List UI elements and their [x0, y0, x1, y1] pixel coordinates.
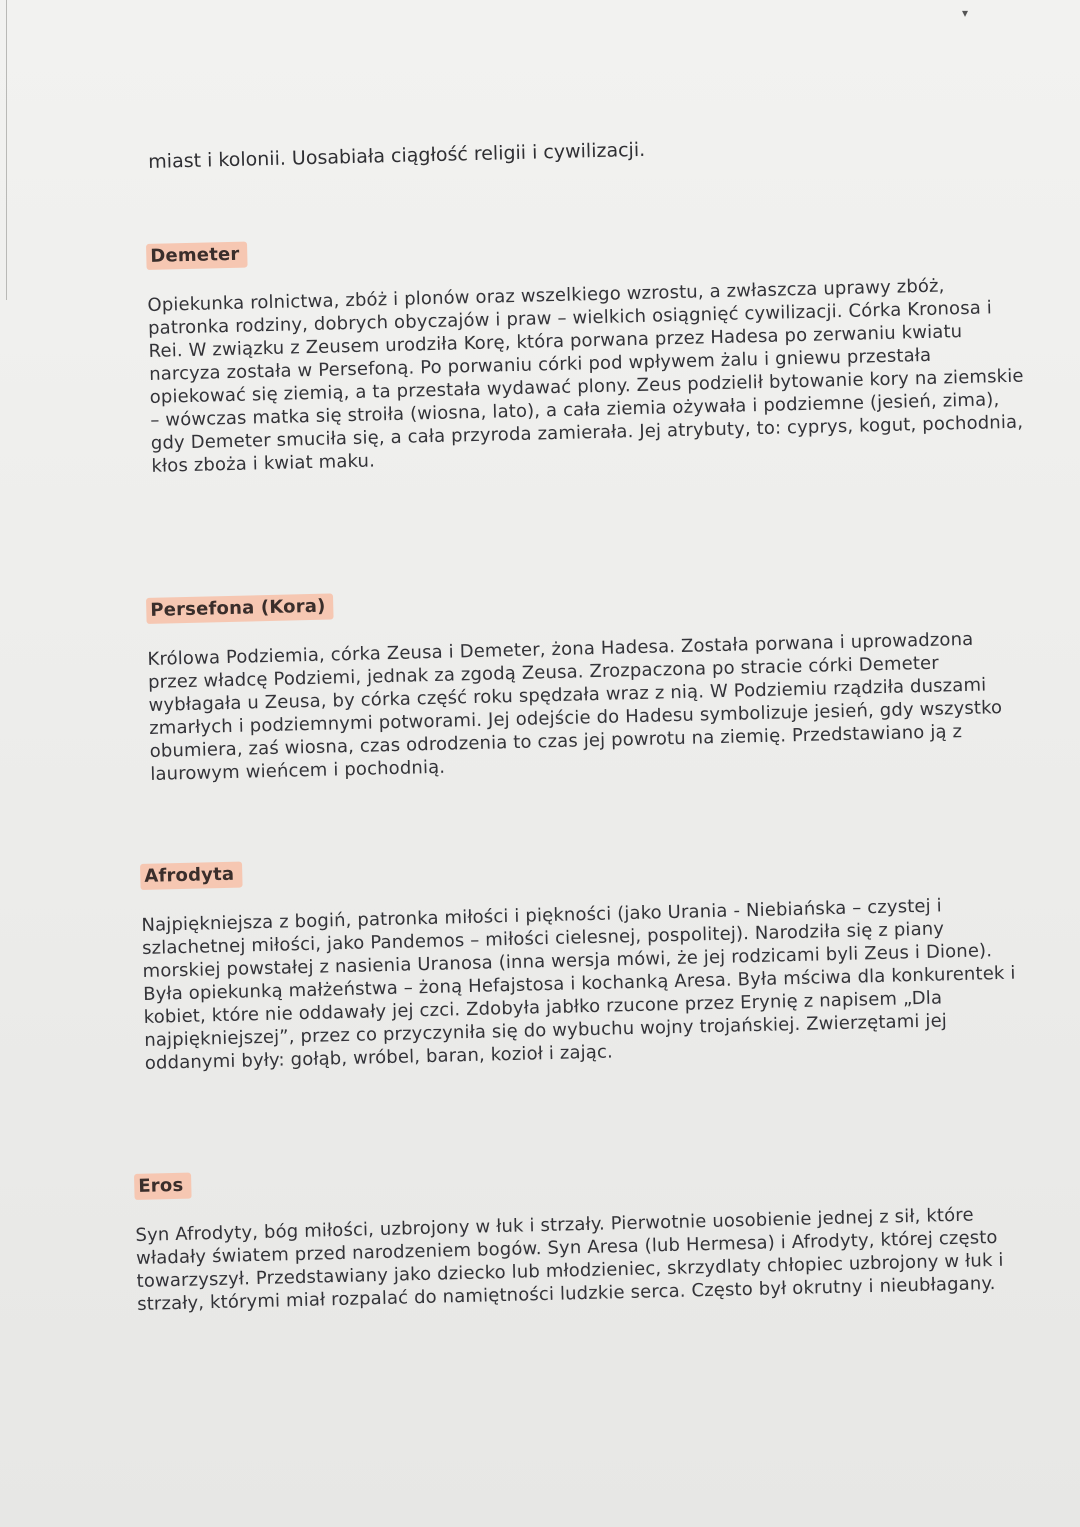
corner-mark-icon: ▾ — [962, 6, 969, 20]
intro-text: miast i kolonii. Uosabiała ciągłość religii i cywilizacji. — [148, 138, 646, 173]
section-text-persefona: Królowa Podziemia, córka Zeusa i Demeter, żona Hadesa. Została porwana i uprowadzona przez władcę Podziemi, jednak za zgodą Zeusa. Zrozpaczona po stracie córki Demeter wybłagała u Zeusa, by córka część roku spędzała wraz z nią. W Podziemiu rządziła duszami zmarłych i podziemnymi potworami. Jej odejście do Hadesu symbolizuje jesień, gdy wszystko obumiera, zaś wiosna, czas odrodzenia to czas jej powrotu na ziemię. Przedstawiano ją z laurowym wieńcem i pochodnią. — [147, 628, 1003, 785]
section-text-afrodyta: Najpiękniejsza z bogiń, patronka miłości i piękności (jako Urania - Niebiańska – czystej i szlachetnej miłości, jako Pandemos – miłości cielesnej, pospolitej). Narodziła się z piany morskiej powstałej z nasienia Uranosa (inna wersja mówi, że jej rodzicami byli Zeus i Dione). Była opiekunką małżeństwa – żoną Hefajstosa i kochanką Aresa. Była mściwa dla konkurentek i kobiet, które nie oddawały jej czci. Zdobyła jabłko rzucone przez Erynię z napisem „Dla najpiękniejszej”, przez co przyczyniła się do wybuchu wojny trojańskiej. Zwierzętami jej oddanymi były: gołąb, wróbel, baran, kozioł i zając. — [141, 895, 1016, 1074]
section-text-eros: Syn Afrodyty, bóg miłości, uzbrojony w łuk i strzały. Pierwotnie uosobienie jednej z sił, które władały światem przed narodzeniem bogów. Syn Aresa (lub Hermesa) i Afrodyty, której często towarzyszył. Przedstawiany jako dziecko lub młodzieniec, skrzydlaty chłopiec uzbrojony w łuk i strzały, którymi miał rozpalać do namiętności ludzkie serca. Często był okrutny i nieubłagany. — [135, 1204, 1004, 1315]
section-afrodyta — [140, 842, 1025, 1074]
section-persefona — [146, 576, 1030, 785]
page-edge-line — [6, 0, 7, 300]
section-heading-demeter: Demeter — [146, 242, 248, 270]
section-heading-persefona: Persefona (Kora) — [146, 593, 334, 624]
section-eros — [134, 1152, 1017, 1315]
section-text-demeter: Opiekunka rolnictwa, zbóż i plonów oraz wszelkiego wzrostu, a zwłaszcza uprawy zbóż, patronka rodziny, dobrych obyczajów i praw – wielkich osiągnięć cywilizacji. Córka Kronosa i Rei. W związku z Zeusem urodziła Korę, która porwana przez Hadesa po zerwaniu kwiatu narcyza została w Persefoną. Po porwaniu córki pod wpływem żalu i gniewu przestała opiekować się ziemią, a ta przestała wydawać plony. Zeus podzielił bytowanie kory na ziemskie – wówczas matka się stroiła (wiosna, lato), a cała ziemia ożywała i podziemne (jesień, zima), gdy Demeter smuciła się, a cała przyroda zamierała. Jej atrybuty, to: cyprys, kogut, pochodnia, kłos zboża i kwiat maku. — [147, 275, 1024, 477]
section-demeter — [146, 222, 1031, 477]
section-heading-eros: Eros — [134, 1173, 192, 1200]
section-heading-afrodyta: Afrodyta — [140, 862, 243, 890]
